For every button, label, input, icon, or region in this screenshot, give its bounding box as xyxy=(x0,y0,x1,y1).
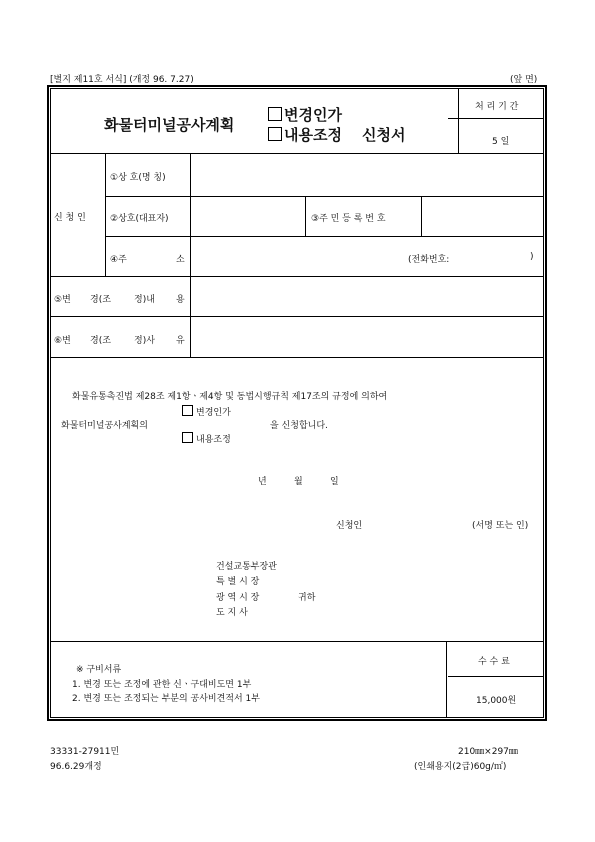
change-reason-label-a: ⑥변 xyxy=(54,336,71,346)
representative-label: ②상호(대표자) xyxy=(110,214,169,224)
plan-name-text: 화물터미널공사계획의 xyxy=(61,421,148,431)
recipient-special-city: 특 별 시 장 xyxy=(216,577,260,587)
recipient-metro-city: 광 역 시 장 xyxy=(216,593,260,603)
footer-paper: (인쇄용지(2급)60g/㎡) xyxy=(414,762,507,772)
footer-revised: 96.6.29개정 xyxy=(50,762,102,772)
footer-code: 33331-27911민 xyxy=(50,747,120,757)
processing-period-label: 처 리 기 간 xyxy=(475,102,519,112)
business-name-label: ①상 호(명 칭) xyxy=(110,173,166,183)
change-content-label-a: ⑤변 xyxy=(54,295,71,305)
processing-period-value: 5 일 xyxy=(492,137,510,147)
checkbox-icon[interactable] xyxy=(268,107,282,121)
resident-id-field[interactable] xyxy=(423,198,542,234)
documents-header: ※ 구비서류 xyxy=(76,665,122,675)
body-option-approval: 변경인가 xyxy=(182,405,231,418)
form-title-suffix: 신청서 xyxy=(362,126,406,144)
request-text: 을 신청합니다. xyxy=(270,421,328,431)
date-day-label: 일 xyxy=(330,477,339,487)
form-title: 화물터미널공사계획 xyxy=(104,116,235,134)
business-name-field[interactable] xyxy=(192,156,542,194)
recipient-province: 도 지 사 xyxy=(216,608,248,618)
applicant-signature-label: 신청인 xyxy=(336,521,363,531)
statute-text: 화물유통촉진법 제28조 제1항ㆍ제4항 및 동법시행규칙 제17조의 규정에 의하여 xyxy=(72,392,388,402)
address-label: ④주 xyxy=(110,255,127,265)
change-content-label-d: 용 xyxy=(176,295,185,305)
checkbox-icon[interactable] xyxy=(268,127,282,141)
body-option-adjustment: 내용조정 xyxy=(182,432,231,445)
title-option-approval: 변경인가 xyxy=(268,104,342,125)
form-reference: [별지 제11호 서식] (개정 96. 7.27) xyxy=(50,75,194,85)
change-reason-label-b: 경(조 xyxy=(90,336,111,346)
recipient-ministry: 건설교통부장관 xyxy=(216,562,277,572)
change-reason-label-c: 정)사 xyxy=(134,336,155,346)
representative-field[interactable] xyxy=(192,198,302,234)
phone-label: (전화번호: xyxy=(408,255,450,265)
signature-note: (서명 또는 인) xyxy=(472,521,529,531)
recipient-suffix: 귀하 xyxy=(298,593,316,603)
applicant-group-label: 신 청 인 xyxy=(54,213,86,223)
page-side: (앞 면) xyxy=(510,75,538,85)
change-content-field[interactable] xyxy=(192,278,542,314)
resident-id-label: ③주 민 등 록 번 호 xyxy=(311,214,386,224)
title-option-adjustment: 내용조정 xyxy=(268,124,342,145)
change-reason-label-d: 유 xyxy=(176,336,185,346)
fee-amount: 15,000원 xyxy=(476,696,517,706)
date-month-label: 월 xyxy=(294,477,303,487)
date-year-label: 년 xyxy=(258,477,267,487)
phone-close: ) xyxy=(530,252,534,262)
fee-label: 수 수 료 xyxy=(478,657,510,667)
address-field[interactable] xyxy=(192,238,402,274)
change-content-label-c: 정)내 xyxy=(134,295,155,305)
checkbox-icon[interactable] xyxy=(182,432,193,443)
checkbox-icon[interactable] xyxy=(182,405,193,416)
document-item-1: 1. 변경 또는 조정에 관한 신ㆍ구대비도면 1부 xyxy=(72,680,252,690)
address-label-end: 소 xyxy=(176,255,185,265)
change-reason-field[interactable] xyxy=(192,318,542,355)
footer-size: 210㎜×297㎜ xyxy=(458,747,518,757)
change-content-label-b: 경(조 xyxy=(90,295,111,305)
document-item-2: 2. 변경 또는 조정되는 부분의 공사비견적서 1부 xyxy=(72,694,260,704)
